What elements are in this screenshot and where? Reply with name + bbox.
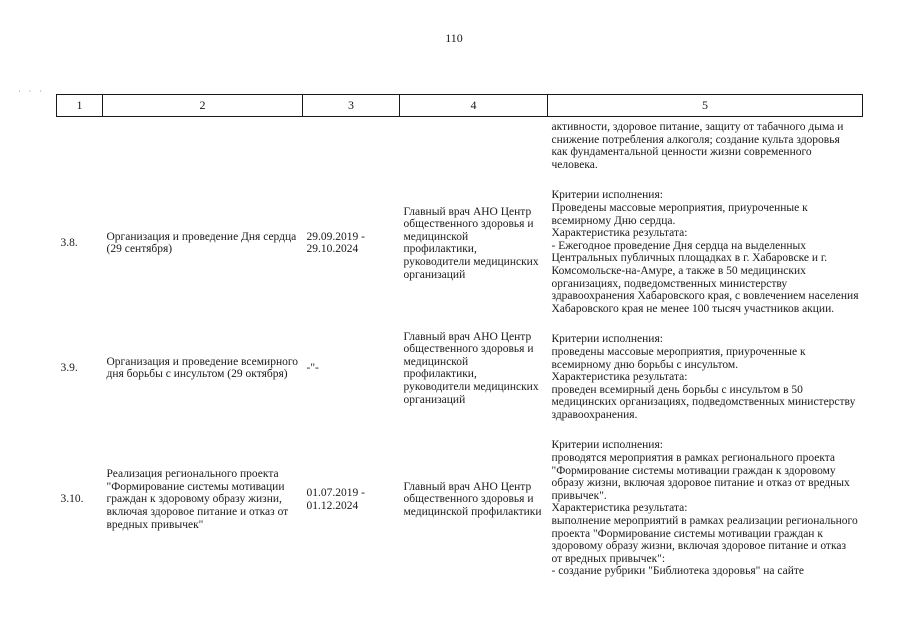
row-number: 3.9. [60, 362, 78, 375]
row-number: 3.10. [60, 493, 84, 506]
event-name: Реализация регионального проекта "Формирование системы мотивации граждан к здоровому образу жизни, включая здоровое питание и отказ от вредных привычек" [106, 468, 289, 531]
event-executor: Главный врач АНО Центр общественного здоровья и медицинской профилактики, руководители медицинских организаций [403, 330, 539, 406]
event-results [548, 421, 863, 578]
continuation-text: активности, здоровое питание, защиту от табачного дыма и снижение потребления алкоголя; создание культа здоровья как фундаментальной ценности жизни современного человека. [551, 121, 844, 171]
criteria-title: Критерии исполнения: [551, 439, 663, 452]
row-number: 3.8. [60, 237, 78, 250]
column-header-5: 5 [548, 95, 863, 117]
result-title: Характеристика результата: [551, 502, 688, 515]
result-text: - Ежегодное проведение Дня сердца на выделенных Центральных публичных площадках в г. Хабаровске и г. Комсомольске-на-Амуре, а также в 50 медицинских организациях, подведомственных министерству здравоохранения Хабаровского края, с вовлечением населения Хабаровского края не менее 100 тысяч участников акции. [551, 239, 859, 315]
page-number: 110 [445, 31, 463, 45]
table-header-row [57, 95, 863, 117]
table-row [57, 421, 863, 578]
event-name: Организация и проведение Дня сердца (29 сентября) [106, 230, 297, 256]
column-header-3: 3 [303, 95, 400, 117]
table-row [57, 315, 863, 421]
result-text: выполнение мероприятий в рамках реализации регионального проекта "Формирование системы мотивации граждан к здоровому образу жизни, включая здоровое питание и отказ от вредных привычек": [551, 515, 858, 565]
event-results [548, 315, 863, 421]
column-header-4: 4 [400, 95, 548, 117]
result-extra-text: - создание рубрики "Библиотека здоровья" на сайте [551, 565, 804, 578]
criteria-title: Критерии исполнения: [551, 189, 663, 202]
criteria-text: Проведены массовые мероприятия, приуроченные к всемирному Дню сердца. [551, 201, 808, 227]
criteria-text: проведены массовые мероприятия, приуроченные к всемирному дню борьбы с инсультом. [551, 345, 806, 371]
event-period: 01.07.2019 - 01.12.2024 [306, 487, 365, 512]
result-title: Характеристика результата: [551, 371, 688, 384]
criteria-text: проводятся мероприятия в рамках регионального проекта "Формирование системы мотивации граждан к здоровому образу жизни, включая здоровое питание и отказ от вредных привычек". [551, 452, 850, 502]
event-name: Организация и проведение всемирного дня борьбы с инсультом (29 октября) [106, 355, 299, 381]
event-period: 29.09.2019 - 29.10.2024 [306, 230, 365, 256]
table-row [57, 171, 863, 315]
result-text: проведен всемирный день борьбы с инсультом в 50 медицинских организациях, подведомственных министерству здравоохранения. [551, 383, 856, 421]
event-executor: Главный врач АНО Центр общественного здоровья и медицинской профилактики, руководители медицинских организаций [403, 205, 539, 281]
event-period: -"- [306, 362, 319, 375]
criteria-title: Критерии исполнения: [551, 333, 663, 346]
scan-artifact: · · · [18, 87, 45, 96]
column-header-1: 1 [57, 95, 103, 117]
table-row-continuation [57, 117, 863, 172]
event-results [548, 171, 863, 315]
plan-table [56, 94, 863, 578]
event-executor: Главный врач АНО Центр общественного здоровья и медицинской профилактики [403, 480, 542, 519]
result-title: Характеристика результата: [551, 227, 688, 240]
column-header-2: 2 [103, 95, 303, 117]
